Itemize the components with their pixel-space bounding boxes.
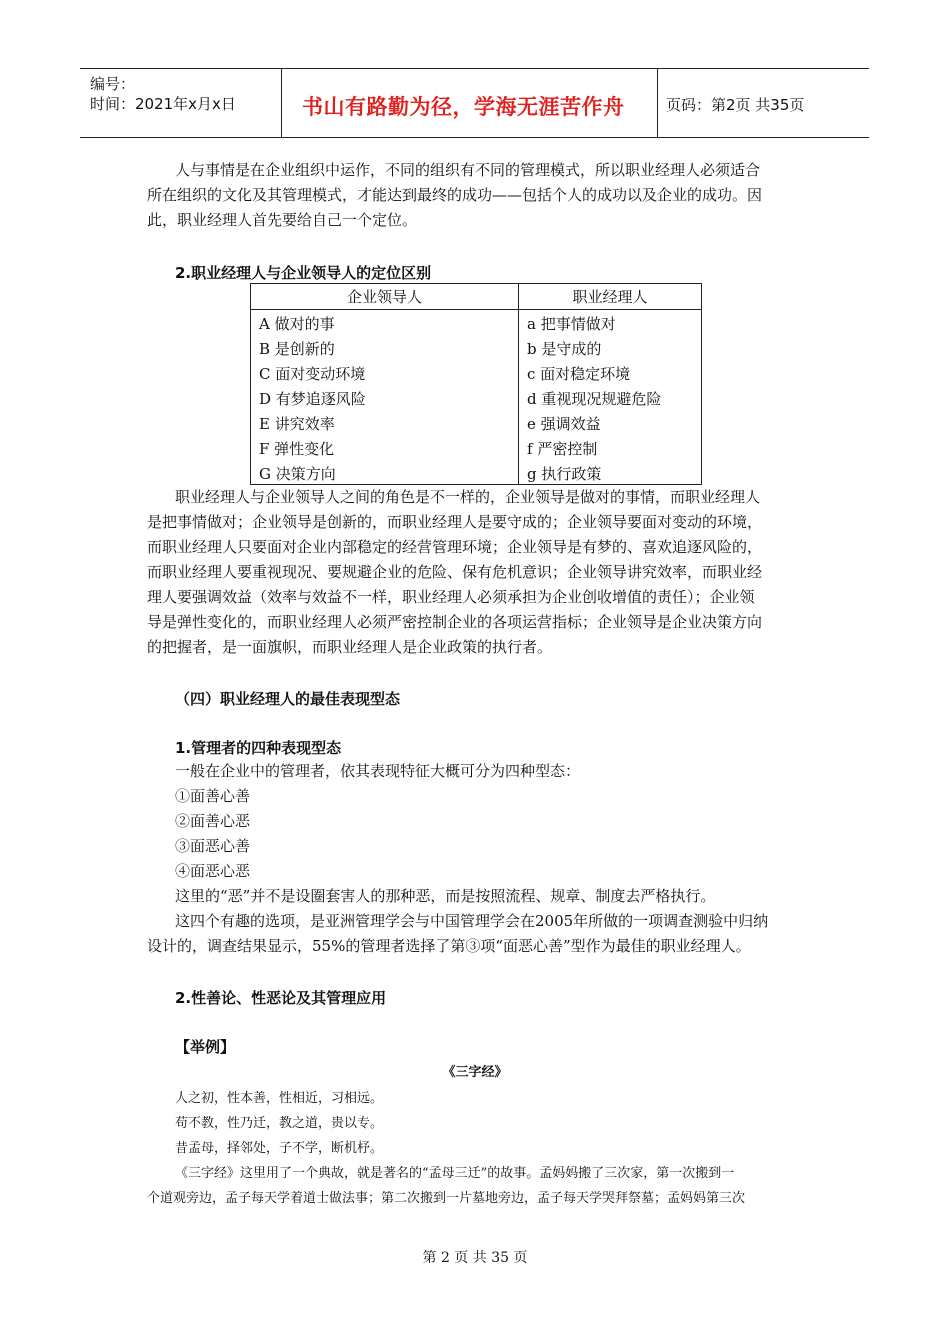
- table-cell-manager: c 面对稳定环境: [527, 365, 631, 383]
- table-divider: [518, 284, 519, 484]
- table-cell-leader: D 有梦追逐风险: [259, 390, 366, 408]
- table-cell-manager: f 严密控制: [527, 440, 598, 458]
- subsection-title-human-nature: 2.性善论、性恶论及其管理应用: [175, 989, 387, 1007]
- comparison-line-2: 是把事情做对；企业领导是创新的，而职业经理人是要守成的；企业领导要面对变动的环境，: [147, 513, 763, 531]
- story-line-1: 《三字经》这里用了一个典故，就是著名的“孟母三迁”的故事。孟妈妈搬了三次家，第一次搬到一: [175, 1166, 735, 1181]
- comparison-line-4: 而职业经理人要重视现况、要规避企业的危险、保有危机意识；企业领导讲究效率，而职业经: [147, 563, 763, 581]
- classic-line: 苟不教，性乃迁，教之道，贵以专。: [175, 1116, 384, 1131]
- types-intro: 一般在企业中的管理者，依其表现特征大概可分为四种型态：: [175, 762, 581, 780]
- classic-line: 昔孟母，择邻处，子不学，断机杼。: [175, 1141, 384, 1156]
- type-item: ②面善心恶: [175, 812, 251, 830]
- table-cell-manager: b 是守成的: [527, 340, 602, 358]
- section-title-best-form: （四）职业经理人的最佳表现型态: [175, 690, 401, 708]
- table-cell-leader: G 决策方向: [259, 465, 336, 483]
- intro-line-3: 此，职业经理人首先要给自己一个定位。: [147, 211, 418, 229]
- intro-line-1: 人与事情是在企业组织中运作，不同的组织有不同的管理模式，所以职业经理人必须适合: [175, 161, 761, 179]
- page-footer: 第 2 页 共 35 页: [422, 1250, 528, 1266]
- classic-line: 人之初，性本善，性相近，习相远。: [175, 1091, 384, 1106]
- header-motto: 书山有路勤为径，学海无涯苦作舟: [302, 95, 625, 119]
- table-cell-leader: C 面对变动环境: [259, 365, 366, 383]
- table-cell-leader: F 弹性变化: [259, 440, 335, 458]
- type-item: ①面善心善: [175, 787, 251, 805]
- survey-line-2: 设计的，调查结果显示，55%的管理者选择了第③项“面恶心善”型作为最佳的职业经理人。: [147, 937, 751, 955]
- table-cell-manager: g 执行政策: [527, 465, 602, 483]
- header-page-cell: [658, 69, 869, 137]
- table-cell-leader: E 讲究效率: [259, 415, 335, 433]
- section-title-positioning: 2.职业经理人与企业领导人的定位区别: [175, 264, 432, 282]
- table-cell-manager: a 把事情做对: [527, 315, 616, 333]
- evil-note: 这里的“恶”并不是设圈套害人的那种恶，而是按照流程、规章、制度去严格执行。: [175, 887, 716, 905]
- header-meta-cell: [80, 69, 282, 137]
- header-page-info: 页码：第2页 共35页: [666, 96, 805, 114]
- comparison-line-1: 职业经理人与企业领导人之间的角色是不一样的，企业领导是做对的事情，而职业经理人: [175, 488, 761, 506]
- table-cell-leader: B 是创新的: [259, 340, 335, 358]
- table-cell-manager: e 强调效益: [527, 415, 601, 433]
- example-label: 【举例】: [175, 1038, 236, 1056]
- survey-line-1: 这四个有趣的选项，是亚洲管理学会与中国管理学会在2005年所做的一项调查测验中归纳: [175, 912, 769, 930]
- classic-title: 《三字经》: [442, 1065, 508, 1080]
- header-time-label: 时间：2021年x月x日: [90, 95, 236, 113]
- comparison-line-3: 而职业经理人只要面对企业内部稳定的经营管理环境；企业领导是有梦的、喜欢追逐风险的，: [147, 538, 763, 556]
- header-motto-cell: [282, 69, 658, 137]
- table-cell-leader: A 做对的事: [259, 315, 335, 333]
- table-header-manager: 职业经理人: [572, 288, 648, 306]
- intro-line-2: 所在组织的文化及其管理模式，才能达到最终的成功——包括个人的成功以及企业的成功。因: [147, 186, 763, 204]
- header-number-label: 编号：: [90, 75, 136, 93]
- type-item: ③面恶心善: [175, 837, 251, 855]
- subsection-title-four-types: 1.管理者的四种表现型态: [175, 739, 342, 757]
- table-cell-manager: d 重视现况规避危险: [527, 390, 662, 408]
- comparison-table: [250, 283, 702, 485]
- comparison-line-5: 理人要强调效益（效率与效益不一样，职业经理人必须承担为企业创收增值的责任）；企业领: [147, 588, 755, 606]
- table-header-leader: 企业领导人: [346, 288, 422, 306]
- comparison-line-7: 的把握者，是一面旗帜，而职业经理人是企业政策的执行者。: [147, 638, 553, 656]
- story-line-2: 个道观旁边，孟子每天学着道士做法事；第二次搬到一片墓地旁边，孟子每天学哭拜祭墓；孟妈妈第三次: [147, 1191, 746, 1206]
- table-header-divider: [251, 309, 701, 310]
- comparison-line-6: 导是弹性变化的，而职业经理人必须严密控制企业的各项运营指标；企业领导是企业决策方向: [147, 613, 763, 631]
- type-item: ④面恶心恶: [175, 862, 251, 880]
- page-header: [80, 68, 869, 138]
